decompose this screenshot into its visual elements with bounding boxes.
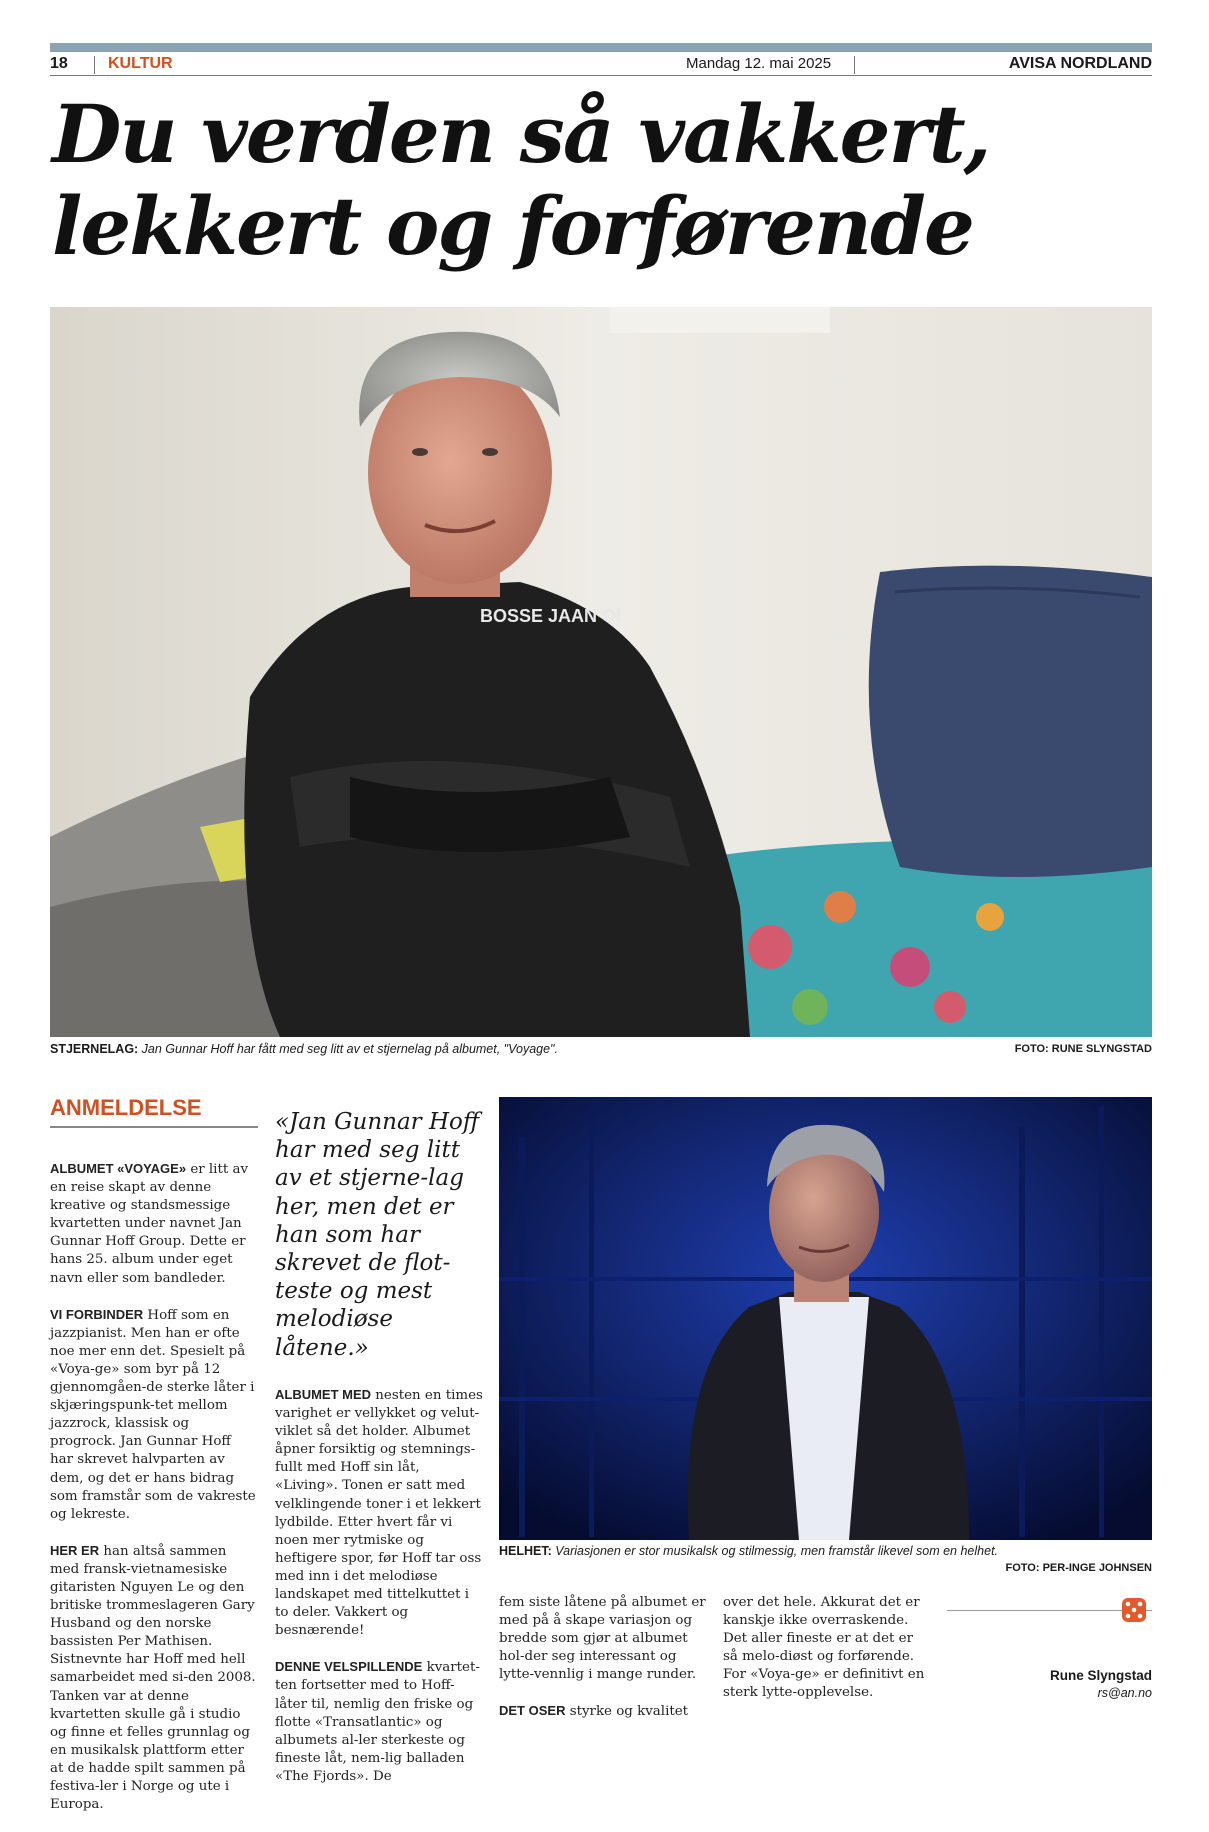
headline bbox=[52, 88, 1152, 272]
concert-photo bbox=[499, 1097, 1152, 1540]
main-photo bbox=[50, 307, 1152, 1037]
paragraph-lead: HER ER bbox=[50, 1542, 100, 1558]
paragraph-text: Hoff som en jazzpianist. Men han er ofte noe mer enn det. Spesielt på «Voya-ge» som byr på 12 gjennomgåen-de sterke låter i skjæringspunk-tet mellom jazzrock, klassisk og progrock. Jan Gunnar Hoff har skrevet halvparten av dem, og det er hans bidrag som framstår som de vakreste og lekreste. bbox=[50, 1307, 256, 1522]
main-photo-caption bbox=[50, 1041, 890, 1057]
paragraph-lead: VI FORBINDER bbox=[50, 1306, 144, 1322]
text-column-2 bbox=[275, 1386, 483, 1804]
main-photo-illustration bbox=[50, 307, 1152, 1037]
header-divider bbox=[854, 56, 855, 74]
paragraph-lead: ALBUMET «VOYAGE» bbox=[50, 1161, 187, 1176]
dice-rating-icon bbox=[1120, 1596, 1148, 1624]
concert-photo-illustration bbox=[499, 1097, 1152, 1540]
author-byline: Rune Slyngstad bbox=[1049, 1668, 1152, 1683]
shirt-print: BOSSE JAAN OI bbox=[480, 606, 622, 626]
section-name: KULTUR bbox=[108, 55, 173, 72]
main-photo-credit: FOTO: RUNE SLYNGSTAD bbox=[1014, 1043, 1152, 1055]
paragraph bbox=[50, 1160, 258, 1288]
page-header bbox=[50, 54, 1152, 76]
author-email[interactable]: rs@an.no bbox=[1097, 1686, 1152, 1700]
text-column-4 bbox=[723, 1594, 931, 1721]
header-divider bbox=[94, 56, 95, 74]
caption-text: Jan Gunnar Hoff har fått med seg litt av et stjernelag på albumet, "Voyage". bbox=[138, 1042, 558, 1056]
caption-text: Variasjonen er stor musikalsk og stilmessig, men framstår likevel som en helhet. bbox=[551, 1544, 999, 1558]
paragraph-lead: DENNE VELSPILLENDE bbox=[275, 1659, 423, 1675]
review-kicker: ANMELDELSE bbox=[50, 1095, 202, 1120]
paragraph-text: kvartet-ten fortsetter med to Hoff-låter til, nemlig den friske og flotte «Transatlantic» og albumets al-ler sterkeste og fineste låt, nem-lig balladen «The Fjords». De bbox=[275, 1660, 480, 1784]
paragraph bbox=[499, 1594, 707, 1684]
caption-label: STJERNELAG: bbox=[50, 1042, 139, 1056]
page-number: 18 bbox=[50, 55, 68, 72]
top-color-bar bbox=[50, 43, 1152, 52]
kicker-underline bbox=[50, 1126, 258, 1128]
paragraph bbox=[50, 1542, 258, 1814]
paragraph bbox=[275, 1658, 483, 1786]
paragraph-text: han altså sammen med fransk-vietnamesiske gitaristen Nguyen Le og den britiske trommeslageren Gary Husband og den norske bassisten Per Mathisen. Sistnevnte har Hoff med hell samarbeidet med si-den 2008. Tanken var at denne kvartetten skulle gå i studio og finne et felles grunnlag og en musikalsk plattform etter at de hadde spilt sammen på festiva-ler i Norge og ute i Europa. bbox=[50, 1543, 256, 1813]
paragraph-text: er litt av en reise skapt av denne kreative og standsmessige kvartetten under navnet Jan Gunnar Hoff Group. Dette er hans 25. album under eget navn eller som bandleder. bbox=[50, 1162, 249, 1286]
paragraph-text: fem siste låtene på albumet er med på å skape variasjon og bredde som gjør at albumet hol-der seg interessant og lytte-vennlig i mange runder. bbox=[499, 1595, 706, 1683]
paragraph-text: over det hele. Akkurat det er kanskje ikke overraskende. Det aller fineste er at det er så melo-diøst og forførende. For «Voya-ge» er definitivt en sterk lytte-opplevelse. bbox=[723, 1595, 925, 1701]
newspaper-name: AVISA NORDLAND bbox=[1008, 55, 1152, 72]
pull-quote: «Jan Gunnar Hoff har med seg litt av et stjerne-lag her, men det er han som har skrevet de flot-teste og mest melodiøse låtene.» bbox=[275, 1109, 480, 1361]
caption-label: HELHET: bbox=[499, 1544, 552, 1558]
paragraph bbox=[50, 1306, 258, 1524]
paragraph-text: styrke og kvalitet bbox=[565, 1704, 689, 1720]
headline-line-1: Du verden så vakkert, bbox=[52, 87, 990, 181]
paragraph bbox=[723, 1594, 931, 1703]
concert-photo-credit: FOTO: PER-INGE JOHNSEN bbox=[1005, 1562, 1152, 1574]
paragraph-text: nesten en times varighet er vellykket og velut-viklet så det holder. Albumet åpner forsiktig og stemnings-fullt med Hoff sin låt, «Living». Tonen er satt med velklingende toner i et lekkert lydbilde. Etter hvert får vi noen mer rytmiske og heftigere spor, før Hoff tar oss med inn i det melodiøse landskapet med tittelkuttet i to deler. Vakkert og besnærende! bbox=[275, 1388, 483, 1639]
paragraph bbox=[499, 1702, 707, 1721]
text-column-3 bbox=[499, 1594, 707, 1740]
concert-photo-caption bbox=[499, 1543, 1152, 1559]
paragraph bbox=[275, 1386, 483, 1640]
text-column-1 bbox=[50, 1160, 258, 1832]
paragraph-lead: ALBUMET MED bbox=[275, 1387, 372, 1402]
headline-line-2: lekkert og forførende bbox=[52, 179, 973, 273]
paragraph-lead: DET OSER bbox=[499, 1703, 566, 1719]
issue-date: Mandag 12. mai 2025 bbox=[686, 55, 832, 72]
